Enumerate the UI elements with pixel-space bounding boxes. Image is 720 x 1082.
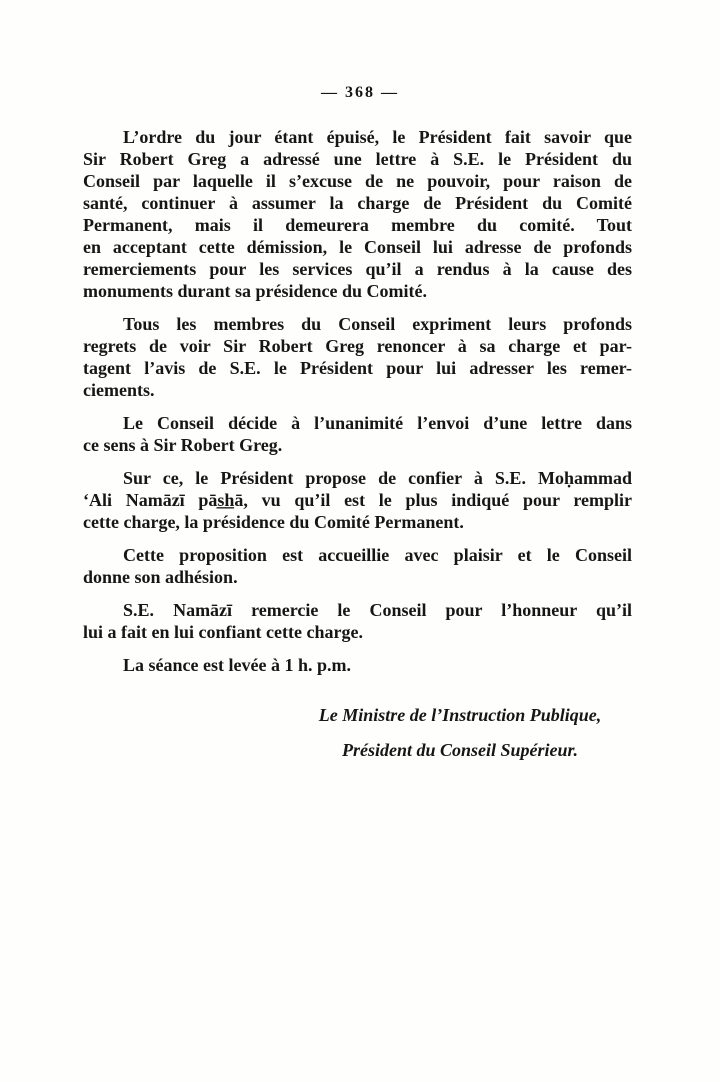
text-line: santé, continuer à assumer la charge de Président du Comité [83, 193, 632, 213]
text-line: tagent l’avis de S.E. le Président pour lui adresser les remer- [83, 358, 632, 378]
text-line: en acceptant cette démission, le Conseil lui adresse de profonds [83, 237, 632, 257]
text-line: Cette proposition est accueillie avec plaisir et le Conseil [123, 545, 632, 565]
text-line: cette charge, la présidence du Comité Permanent. [83, 512, 464, 532]
paragraph [83, 544, 632, 588]
page-number: — 368 — [321, 84, 399, 101]
text-line: Sir Robert Greg a adressé une lettre à S.E. le Président du [83, 149, 632, 169]
text-line: monuments durant sa présidence du Comité. [83, 281, 428, 301]
text-line: Tous les membres du Conseil expriment leurs profonds [123, 314, 632, 334]
text-line: La séance est levée à 1 h. p.m. [123, 655, 351, 675]
text-line: Conseil par laquelle il s’excuse de ne pouvoir, pour raison de [83, 171, 632, 191]
paragraph [83, 599, 632, 643]
paragraph [83, 313, 632, 401]
text-line: regrets de voir Sir Robert Greg renoncer à sa charge et par- [83, 336, 632, 356]
document-body [83, 126, 632, 687]
text-line: Le Conseil décide à l’unanimité l’envoi d’une lettre dans [123, 413, 632, 433]
signature-block [280, 698, 640, 768]
text-line: remerciements pour les services qu’il a rendus à la cause des [83, 259, 632, 279]
signature-line: Président du Conseil Supérieur. [341, 740, 579, 760]
paragraph [83, 412, 632, 456]
text-line: ciements. [83, 380, 155, 400]
text-line: L’ordre du jour étant épuisé, le Président fait savoir que [123, 127, 632, 147]
text-line: ‘Ali Namāzī pās̲h̲ā, vu qu’il est le plus indiqué pour remplir [83, 490, 632, 510]
text-line: S.E. Namāzī remercie le Conseil pour l’honneur qu’il [123, 600, 632, 620]
text-line: Sur ce, le Président propose de confier à S.E. Moḥammad [123, 468, 632, 488]
text-line: lui a fait en lui confiant cette charge. [83, 622, 363, 642]
text-line: Permanent, mais il demeurera membre du comité. Tout [83, 215, 632, 235]
signature-line: Le Ministre de l’Instruction Publique, [318, 705, 602, 725]
paragraph [83, 654, 632, 676]
text-line: ce sens à Sir Robert Greg. [83, 435, 283, 455]
paragraph [83, 467, 632, 533]
text-line: donne son adhésion. [83, 567, 238, 587]
paragraph [83, 126, 632, 302]
